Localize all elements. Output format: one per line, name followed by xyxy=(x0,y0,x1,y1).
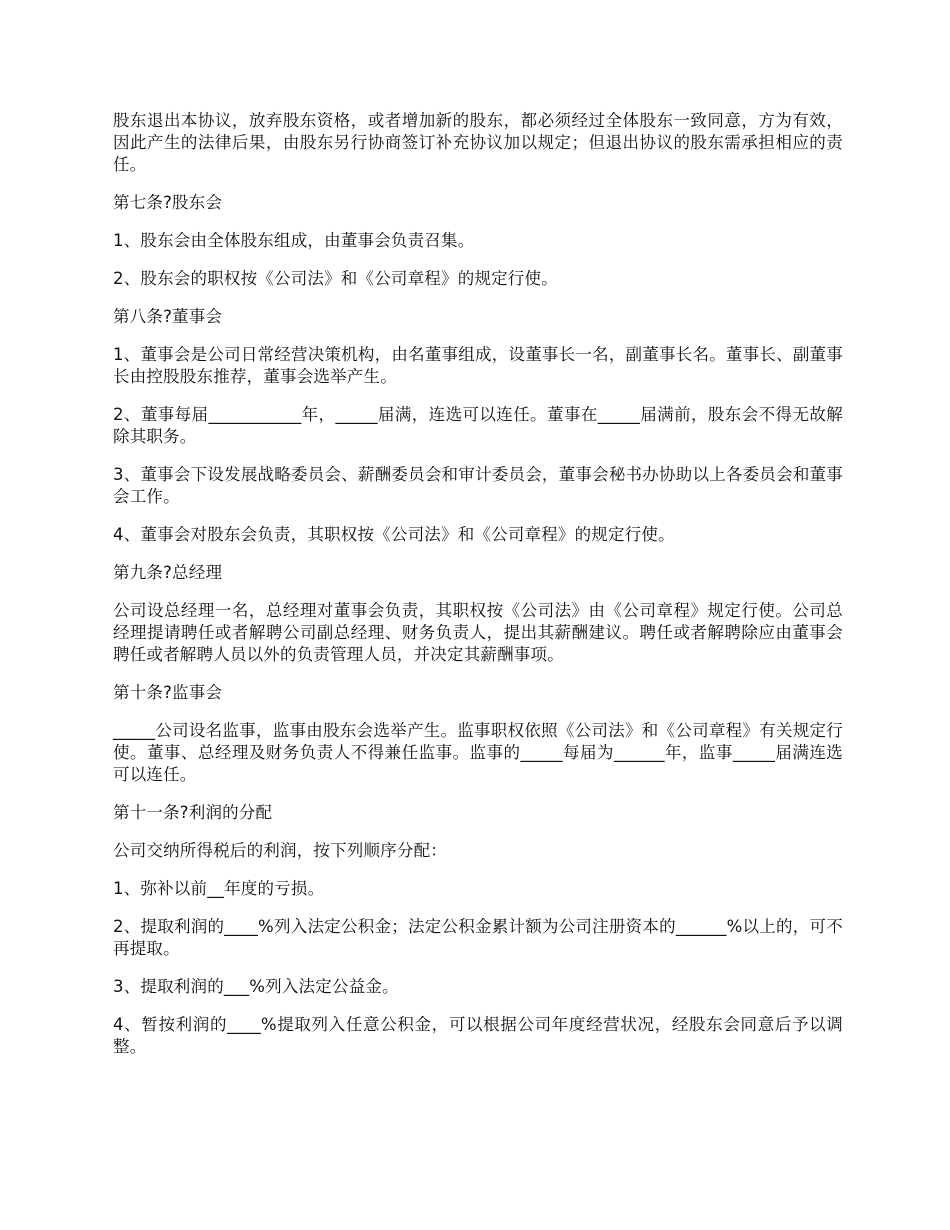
paragraph-11-2: 2、提取利润的____%列入法定公积金；法定公积金累计额为公司注册资本的______%以上的，可不再提取。 xyxy=(113,917,843,958)
paragraph-7-1: 1、股东会由全体股东组成，由董事会负责召集。 xyxy=(113,231,475,250)
paragraph-8-2: 2、董事每届___________年，_____届满，连选可以连任。董事在_____届满前，股东会不得无故解除其职务。 xyxy=(113,405,843,446)
document-page xyxy=(113,110,843,1074)
paragraph-11-4: 4、暂按利润的____%提取列入任意公积金，可以根据公司年度经营状况，经股东会同意后予以调整。 xyxy=(113,1015,843,1056)
heading-article-7: 第七条?股东会 xyxy=(113,193,223,212)
paragraph-11-intro: 公司交纳所得税后的利润，按下列顺序分配： xyxy=(113,841,447,860)
heading-article-8: 第八条?董事会 xyxy=(113,307,223,326)
paragraph-10-body: _____公司设名监事，监事由股东会选举产生。监事职权依照《公司法》和《公司章程》有关规定行使。董事、总经理及财务负责人不得兼任监事。监事的_____每届为______年，监事_____届满连选可以连任。 xyxy=(113,721,843,784)
heading-article-9: 第九条?总经理 xyxy=(113,563,223,582)
paragraph-7-2: 2、股东会的职权按《公司法》和《公司章程》的规定行使。 xyxy=(113,269,558,288)
paragraph-shareholder-exit: 股东退出本协议，放弃股东资格，或者增加新的股东，都必须经过全体股东一致同意，方为有效，因此产生的法律后果，由股东另行协商签订补充协议加以规定；但退出协议的股东需承担相应的责任。 xyxy=(113,111,843,174)
paragraph-8-4: 4、董事会对股东会负责，其职权按《公司法》和《公司章程》的规定行使。 xyxy=(113,525,675,544)
heading-article-10: 第十条?监事会 xyxy=(113,683,223,702)
paragraph-11-1: 1、弥补以前__年度的亏损。 xyxy=(113,879,325,898)
paragraph-8-1: 1、董事会是公司日常经营决策机构，由名董事组成，设董事长一名，副董事长名。董事长、副董事长由控股股东推荐，董事会选举产生。 xyxy=(113,345,843,386)
paragraph-8-3: 3、董事会下设发展战略委员会、薪酬委员会和审计委员会，董事会秘书办协助以上各委员会和董事会工作。 xyxy=(113,465,843,506)
paragraph-11-3: 3、提取利润的___%列入法定公益金。 xyxy=(113,977,399,996)
heading-article-11: 第十一条?利润的分配 xyxy=(113,803,273,822)
paragraph-9-body: 公司设总经理一名，总经理对董事会负责，其职权按《公司法》由《公司章程》规定行使。公司总经理提请聘任或者解聘公司副总经理、财务负责人，提出其薪酬建议。聘任或者解聘除应由董事会聘任或者解聘人员以外的负责管理人员，并决定其薪酬事项。 xyxy=(113,601,843,664)
